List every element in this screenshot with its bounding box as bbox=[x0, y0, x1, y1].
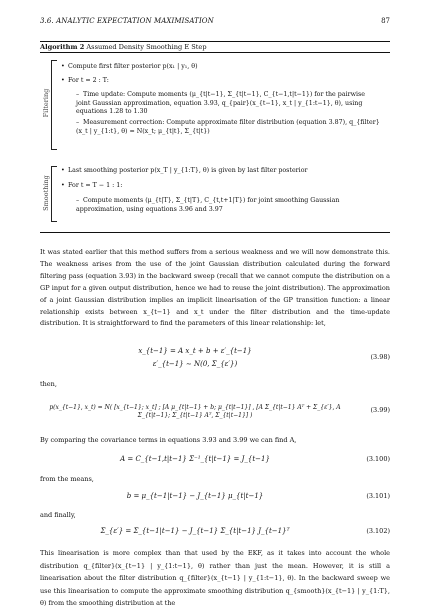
section-title: 3.6. ANALYTIC EXPECTATION MAXIMISATION bbox=[40, 17, 214, 25]
algorithm-step-measurement: – Measurement correction: Compute approximate filter distribution (equation 3.87), q_{filter}(x_t | y_{1:t}, θ) = N(x_t; μ_{t|t}, Σ_{t|t}) bbox=[76, 119, 380, 135]
equation-3-99-body: p(x_{t−1}, x_t) = N( [x_{t−1}; x_t] ; [A μ_{t|t−1} + b; μ_{t|t−1}] , [A Σ_{t|t−1} Aᵀ + Σ_{ε′}, A Σ_{t|t−1}; Σ_{t|t−1} Aᵀ, Σ_{t|t−1}] ) bbox=[49, 404, 341, 419]
algorithm-label: Algorithm 2 bbox=[40, 43, 85, 51]
paragraph-weakness: It was stated earlier that this method suffers from a serious weakness and we will now demonstrate this. The weakness arises from the use of the joint Gaussian distribution calculated during the forward filtering pass (equation 3.93) in the backward sweep (recall that we cannot compute the distribution on a GP input for a given output distribution, hence we had to reuse the joint distribution). The approximation of a joint Gaussian distribution implies an implicit linearisation of the GP transition function: a linear relationship exists between x_{t−1} and x_t under the filter distribution and the time-update distribution. It is straightforward to find the parameters of this linear relationship: let, bbox=[40, 248, 390, 328]
algorithm-step-last-smoothing: • Last smoothing posterior p(x_T | y_{1:T}, θ) is given by last filter posterior bbox=[61, 167, 308, 174]
equation-3-100 bbox=[40, 455, 390, 469]
equation-3-101-body: b = μ_{t−1|t−1} − J_{t−1} μ_{t|t−1} bbox=[126, 492, 264, 500]
equation-3-100-body: A = C_{t−1,t|t−1} Σ⁻¹_{t|t−1} = J_{t−1} bbox=[120, 455, 270, 463]
algorithm-title: Assumed Density Smoothing E Step bbox=[86, 43, 207, 51]
equation-3-101 bbox=[40, 492, 390, 506]
paragraph-linearisation: This linearisation is more complex than that used by the EKF, as it takes into account the whole distribution q_{filter}(x_{t−1} | y_{1:t−1}, θ) rather than just the mean. However, it is still a linearisation about the filter distribution q_{filter}(x_{t−1} | y_{1:t−1}, θ). In the backward sweep we use this linearisation to compute the approximate smoothing distribution q_{smooth}(x_{t−1} | y_{1:T}, θ) from the smoothing distribution at the bbox=[40, 549, 390, 607]
equation-3-102-body: Σ_{ε′} = Σ_{t−1|t−1} − J_{t−1} Σ_{t|t−1} J_{t−1}ᵀ bbox=[100, 527, 290, 535]
bullet-icon: • bbox=[61, 167, 65, 174]
algorithm-step-1: • Compute first filter posterior p(x₁ | y₁, θ) bbox=[61, 63, 198, 70]
bullet-icon: • bbox=[61, 63, 65, 70]
bullet-icon: • bbox=[61, 182, 65, 189]
algorithm-top-rule bbox=[40, 41, 390, 42]
algorithm-step-2: • For t = 2 : T: bbox=[61, 77, 109, 84]
equation-number: (3.99) bbox=[370, 406, 390, 414]
algorithm-step-smoothing-moments: – Compute moments (μ_{t|T}, Σ_{t|T}, C_{t,t+1|T}) for joint smoothing Gaussian approximation, using equations 3.96 and 3.97 bbox=[76, 197, 340, 213]
algorithm-caption-rule bbox=[40, 52, 390, 53]
paragraph-means: from the means, bbox=[40, 475, 94, 483]
dash-icon: – bbox=[76, 197, 80, 204]
equation-number: (3.100) bbox=[366, 455, 390, 463]
algorithm-bottom-rule bbox=[40, 232, 390, 233]
filtering-label: Filtering bbox=[42, 88, 50, 118]
smoothing-label: Smoothing bbox=[42, 175, 50, 211]
equation-number: (3.98) bbox=[370, 353, 390, 361]
running-header bbox=[40, 17, 390, 31]
algorithm-step-time-update: – Time update: Compute moments (μ_{t|t−1}, Σ_{t|t−1}, C_{t−1,t|t−1}) for the pairwise joint Gaussian approximation, equation 3.93, q_{pair}(x_{t−1}, x_t | y_{1:t−1}, θ), using equations 1.28 to 1.30 bbox=[76, 91, 365, 116]
algorithm-step-backward-loop: • For t = T − 1 : 1: bbox=[61, 182, 123, 189]
equation-3-98-line-1: x_{t−1} = A x_t + b + ε′_{t−1} bbox=[138, 347, 252, 355]
equation-3-99 bbox=[40, 400, 390, 422]
dash-icon: – bbox=[76, 91, 80, 98]
filtering-bracket bbox=[51, 60, 57, 150]
paragraph-compare: By comparing the covariance terms in equations 3.93 and 3.99 we can find A, bbox=[40, 436, 297, 444]
smoothing-bracket bbox=[51, 166, 57, 222]
algorithm-box bbox=[40, 41, 390, 233]
paragraph-finally: and finally, bbox=[40, 511, 76, 519]
algorithm-caption bbox=[40, 43, 207, 51]
page-number: 87 bbox=[381, 17, 390, 25]
equation-3-102 bbox=[40, 527, 390, 541]
equation-3-98-line-2: ε′_{t−1} ∼ N(0, Σ_{ε′}) bbox=[152, 360, 238, 368]
equation-number: (3.102) bbox=[366, 527, 390, 535]
bullet-icon: • bbox=[61, 77, 65, 84]
equation-number: (3.101) bbox=[366, 492, 390, 500]
dash-icon: – bbox=[76, 119, 80, 126]
equation-3-98 bbox=[40, 347, 390, 373]
paragraph-then: then, bbox=[40, 380, 57, 388]
